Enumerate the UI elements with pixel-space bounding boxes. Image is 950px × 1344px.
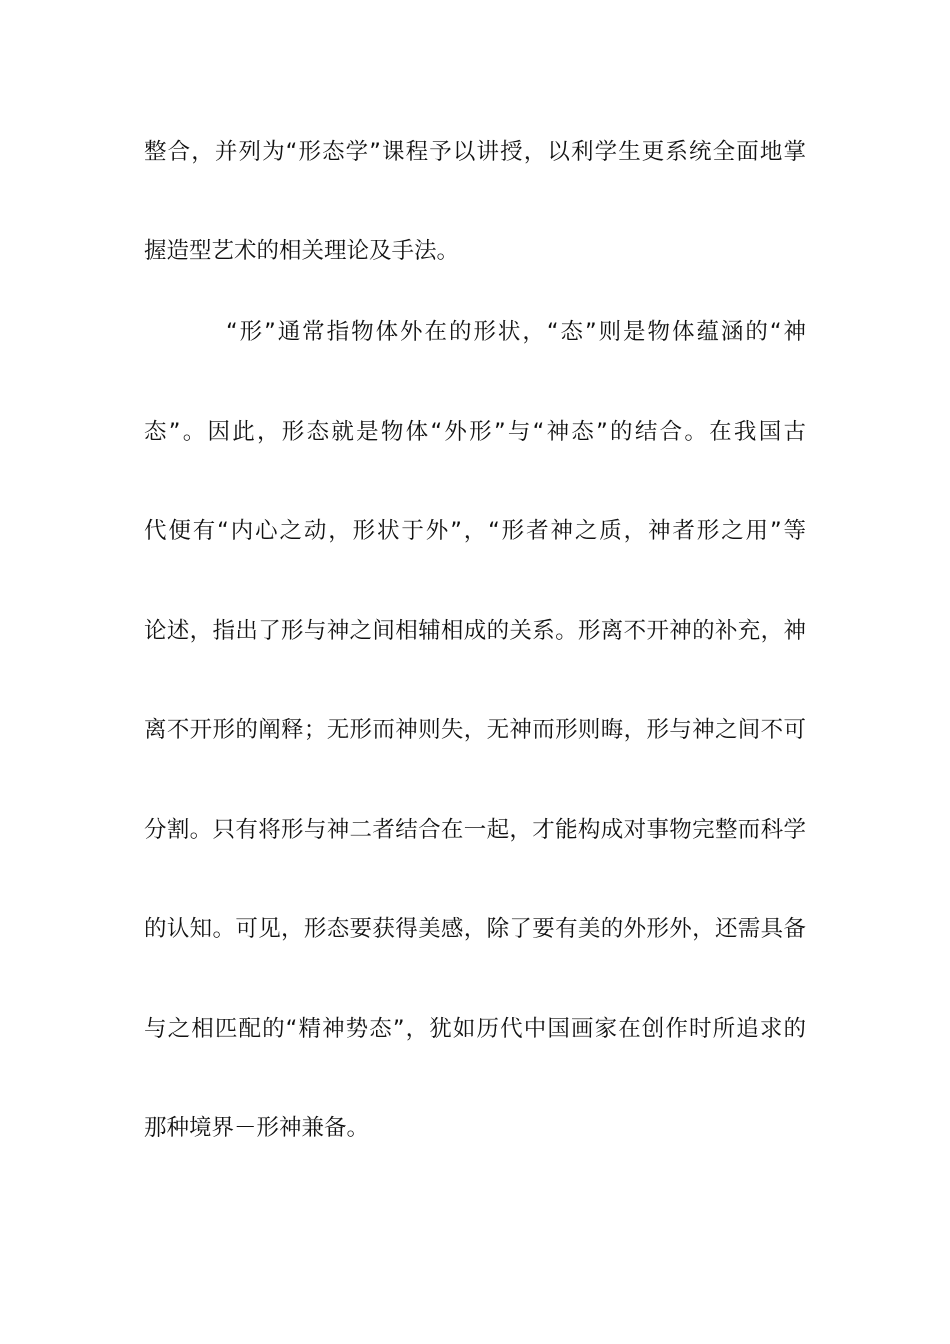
text-line-7: 离不开形的阐释；无形而神则失，无神而形则晦，形与神之间不可 xyxy=(144,717,806,743)
text-line-4: 态”。因此，形态就是物体“外形”与“神态”的结合。在我国古 xyxy=(144,419,806,445)
text-line-5: 代便有“内心之动，形状于外”，“形者神之质，神者形之用”等 xyxy=(144,518,806,544)
text-line-2: 握造型艺术的相关理论及手法。 xyxy=(144,238,460,264)
text-line-6: 论述，指出了形与神之间相辅相成的关系。形离不开神的补充，神 xyxy=(144,618,806,644)
text-line-8: 分割。只有将形与神二者结合在一起，才能构成对事物完整而科学 xyxy=(144,817,806,843)
text-line-9: 的认知。可见，形态要获得美感，除了要有美的外形外，还需具备 xyxy=(144,916,806,942)
text-line-10: 与之相匹配的“精神势态”，犹如历代中国画家在创作时所追求的 xyxy=(144,1016,806,1042)
text-line-1: 整合，并列为“形态学”课程予以讲授，以利学生更系统全面地掌 xyxy=(144,139,806,165)
text-line-3: “形”通常指物体外在的形状，“态”则是物体蕴涵的“神 xyxy=(226,319,806,345)
text-line-11: 那种境界－形神兼备。 xyxy=(144,1115,370,1141)
